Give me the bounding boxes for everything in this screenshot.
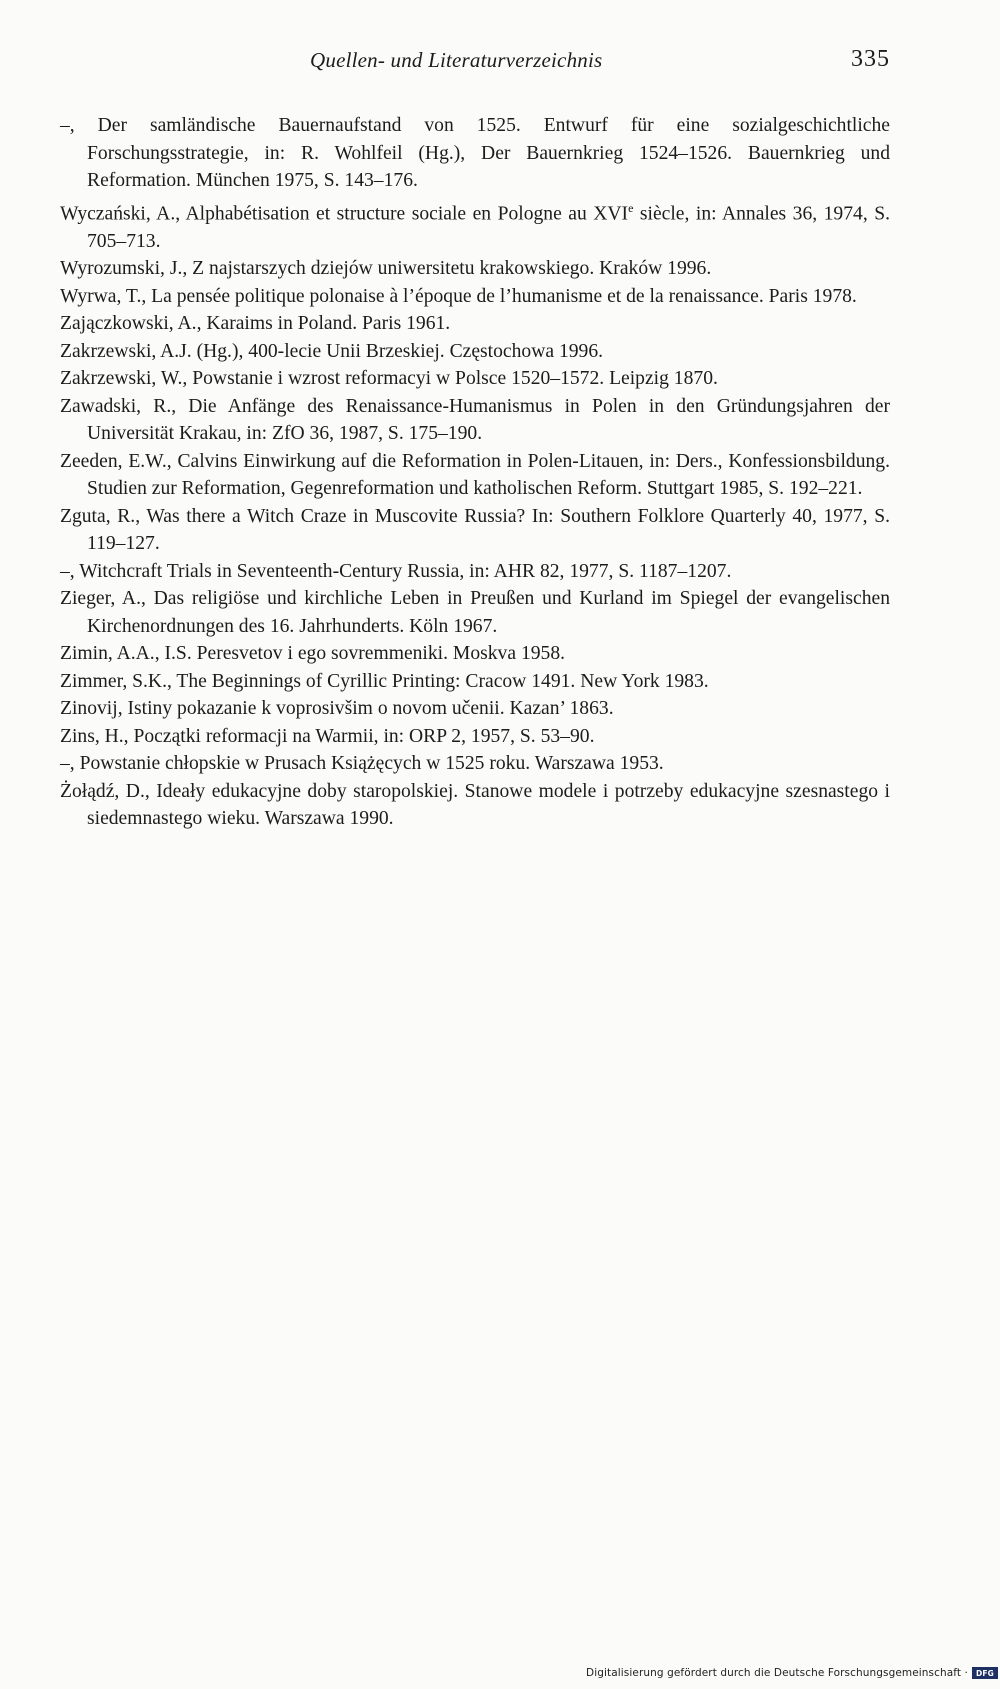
bibliography-entry bbox=[60, 195, 890, 256]
bibliography-entry bbox=[60, 112, 890, 195]
bibliography-entry bbox=[60, 750, 890, 778]
entry-text: Zimin, A.A., I.S. Peresvetov i ego sovremmeniki. Moskva 1958. bbox=[60, 643, 566, 665]
page-number: 335 bbox=[851, 46, 890, 72]
entry-text: siècle, in: Annales 36, 1974, S. 705–713. bbox=[87, 203, 890, 252]
bibliography-entry bbox=[60, 558, 890, 586]
bibliography-entry bbox=[60, 695, 890, 723]
entry-text: Zguta, R., Was there a Witch Craze in Muscovite Russia? In: Southern Folklore Quarterly 40, 1977, S. 119–127. bbox=[60, 505, 890, 555]
entry-text: –, Powstanie chłopskie w Prusach Książęcych w 1525 roku. Warszawa 1953. bbox=[60, 753, 664, 775]
bibliography-list bbox=[60, 112, 890, 833]
entry-text: Zajączkowski, A., Karaims in Poland. Paris 1961. bbox=[60, 313, 451, 335]
entry-text: Zeeden, E.W., Calvins Einwirkung auf die Reformation in Polen-Litauen, in: Ders., Konfessionsbildung. Studien zur Reformation, Gegenreformation und katholischen Reform. Stuttgart 1985, S. 192–221. bbox=[60, 450, 890, 500]
entry-text: Wyrozumski, J., Z najstarszych dziejów uniwersitetu krakowskiego. Kraków 1996. bbox=[60, 258, 712, 280]
bibliography-entry bbox=[60, 255, 890, 283]
bibliography-entry bbox=[60, 503, 890, 558]
entry-text: Zins, H., Początki reformacji na Warmii, in: ORP 2, 1957, S. 53–90. bbox=[60, 725, 595, 747]
entry-text: Wyrwa, T., La pensée politique polonaise à l’époque de l’humanisme et de la renaissance. Paris 1978. bbox=[60, 285, 857, 307]
bibliography-entry bbox=[60, 365, 890, 393]
bibliography-entry bbox=[60, 723, 890, 751]
entry-text: Wyczański, A., Alphabétisation et structure sociale en Pologne au XVI bbox=[60, 203, 629, 225]
digitization-credit bbox=[586, 1665, 998, 1681]
entry-text: Żołądź, D., Ideały edukacyjne doby staropolskiej. Stanowe modele i potrzeby edukacyjne szesnastego i siedemnastego wieku. Warszawa 1990. bbox=[60, 780, 890, 830]
bibliography-entry bbox=[60, 640, 890, 668]
dfg-logo: DFG bbox=[972, 1667, 998, 1679]
entry-text: Zinovij, Istiny pokazanie k voprosivšim o novom učenii. Kazan’ 1863. bbox=[60, 698, 614, 720]
bibliography-entry bbox=[60, 393, 890, 448]
credit-text: Digitalisierung gefördert durch die Deutsche Forschungsgemeinschaft · bbox=[586, 1667, 968, 1679]
bibliography-entry bbox=[60, 668, 890, 696]
bibliography-entry bbox=[60, 448, 890, 503]
entry-text: Zakrzewski, A.J. (Hg.), 400-lecie Unii Brzeskiej. Częstochowa 1996. bbox=[60, 340, 604, 362]
entry-text: –, Der samländische Bauernaufstand von 1525. Entwurf für eine sozialgeschichtliche Forschungsstrategie, in: R. Wohlfeil (Hg.), Der Bauernkrieg 1524–1526. Bauernkrieg und Reformation. München 1975, S. 143–176. bbox=[60, 115, 890, 191]
entry-text: Zimmer, S.K., The Beginnings of Cyrillic Printing: Cracow 1491. New York 1983. bbox=[60, 670, 709, 692]
entry-text: Zawadski, R., Die Anfänge des Renaissance-Humanismus in Polen in den Gründungsjahren der Universität Krakau, in: ZfO 36, 1987, S. 175–190. bbox=[60, 395, 890, 445]
entry-text: Zakrzewski, W., Powstanie i wzrost reformacyi w Polsce 1520–1572. Leipzig 1870. bbox=[60, 368, 718, 390]
entry-text: Zieger, A., Das religiöse und kirchliche Leben in Preußen und Kurland im Spiegel der evangelischen Kirchenordnungen des 16. Jahrhunderts. Köln 1967. bbox=[60, 588, 890, 637]
bibliography-entry bbox=[60, 283, 890, 311]
running-title: Quellen- und Literaturverzeichnis bbox=[310, 48, 603, 72]
bibliography-entry bbox=[60, 310, 890, 338]
bibliography-entry bbox=[60, 778, 890, 833]
bibliography-entry bbox=[60, 338, 890, 366]
entry-text: –, Witchcraft Trials in Seventeenth-Century Russia, in: AHR 82, 1977, S. 1187–1207. bbox=[60, 560, 732, 582]
entry-superscript: e bbox=[628, 200, 634, 215]
page-header bbox=[60, 48, 890, 82]
bibliography-entry bbox=[60, 585, 890, 640]
